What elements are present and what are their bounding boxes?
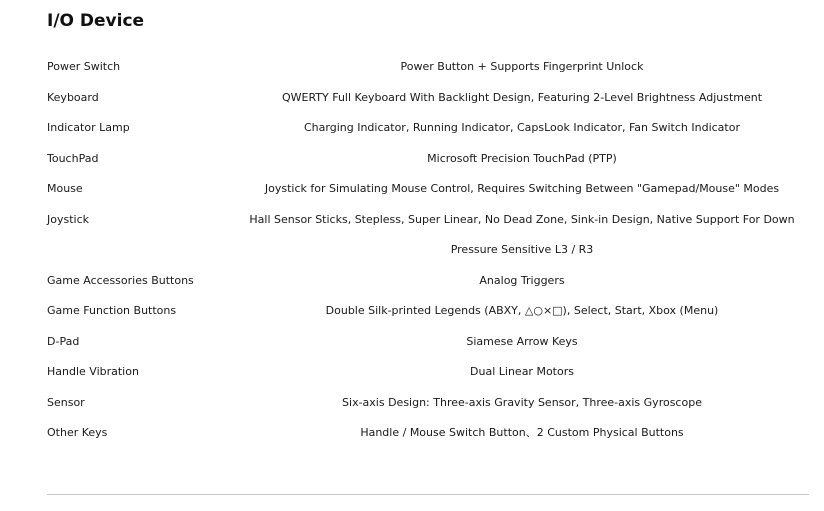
spec-label: Keyboard [47,90,99,104]
spec-row-keyboard [47,83,812,114]
spec-row-mouse [47,174,812,205]
spec-row-other-keys [47,418,812,449]
spec-label: D-Pad [47,334,80,348]
spec-table [47,52,812,449]
spec-label: Other Keys [47,426,108,439]
spec-row-d-pad [47,327,812,358]
spec-value: Joystick for Simulating Mouse Control, Requires Switching Between "Gamepad/Mouse" Modes [264,182,780,195]
spec-row-touchpad [47,144,812,175]
spec-value: QWERTY Full Keyboard With Backlight Design, Featuring 2-Level Brightness Adjustment [281,90,763,104]
spec-label: Game Accessories Buttons [47,273,194,287]
spec-label: Joystick [47,212,90,226]
spec-label: Mouse [47,182,83,195]
spec-value: Power Button + Supports Fingerprint Unlock [400,60,644,73]
spec-label: Game Function Buttons [47,304,177,317]
spec-label: Power Switch [47,60,121,73]
spec-value: Hall Sensor Sticks, Stepless, Super Linear, No Dead Zone, Sink-in Design, Native Support For Down Pressure Sensitive L3 / R3 [249,212,795,256]
spec-value: Handle / Mouse Switch Button、2 Custom Physical Buttons [360,426,684,439]
spec-value: Dual Linear Motors [470,365,574,378]
spec-value: Siamese Arrow Keys [466,334,578,348]
spec-label: Sensor [47,395,85,409]
spec-value: Analog Triggers [479,273,565,287]
spec-row-indicator-lamp [47,113,812,144]
spec-value: Double Silk-printed Legends (ABXY, △○×□), Select, Start, Xbox (Menu) [325,304,719,317]
spec-label: TouchPad [47,151,99,165]
spec-label: Handle Vibration [47,365,139,378]
spec-row-game-function-buttons [47,296,812,327]
spec-row-power-switch [47,52,812,83]
spec-row-joystick [47,205,812,266]
spec-value: Charging Indicator, Running Indicator, CapsLook Indicator, Fan Switch Indicator [304,121,740,134]
spec-value: Six-axis Design: Three-axis Gravity Sensor, Three-axis Gyroscope [342,395,702,409]
page-title: I/O Device [47,11,145,31]
section-divider [47,494,809,495]
spec-row-sensor [47,388,812,419]
spec-value: Microsoft Precision TouchPad (PTP) [427,151,617,165]
spec-label: Indicator Lamp [47,121,130,134]
spec-row-handle-vibration [47,357,812,388]
spec-row-game-accessories-buttons [47,266,812,297]
